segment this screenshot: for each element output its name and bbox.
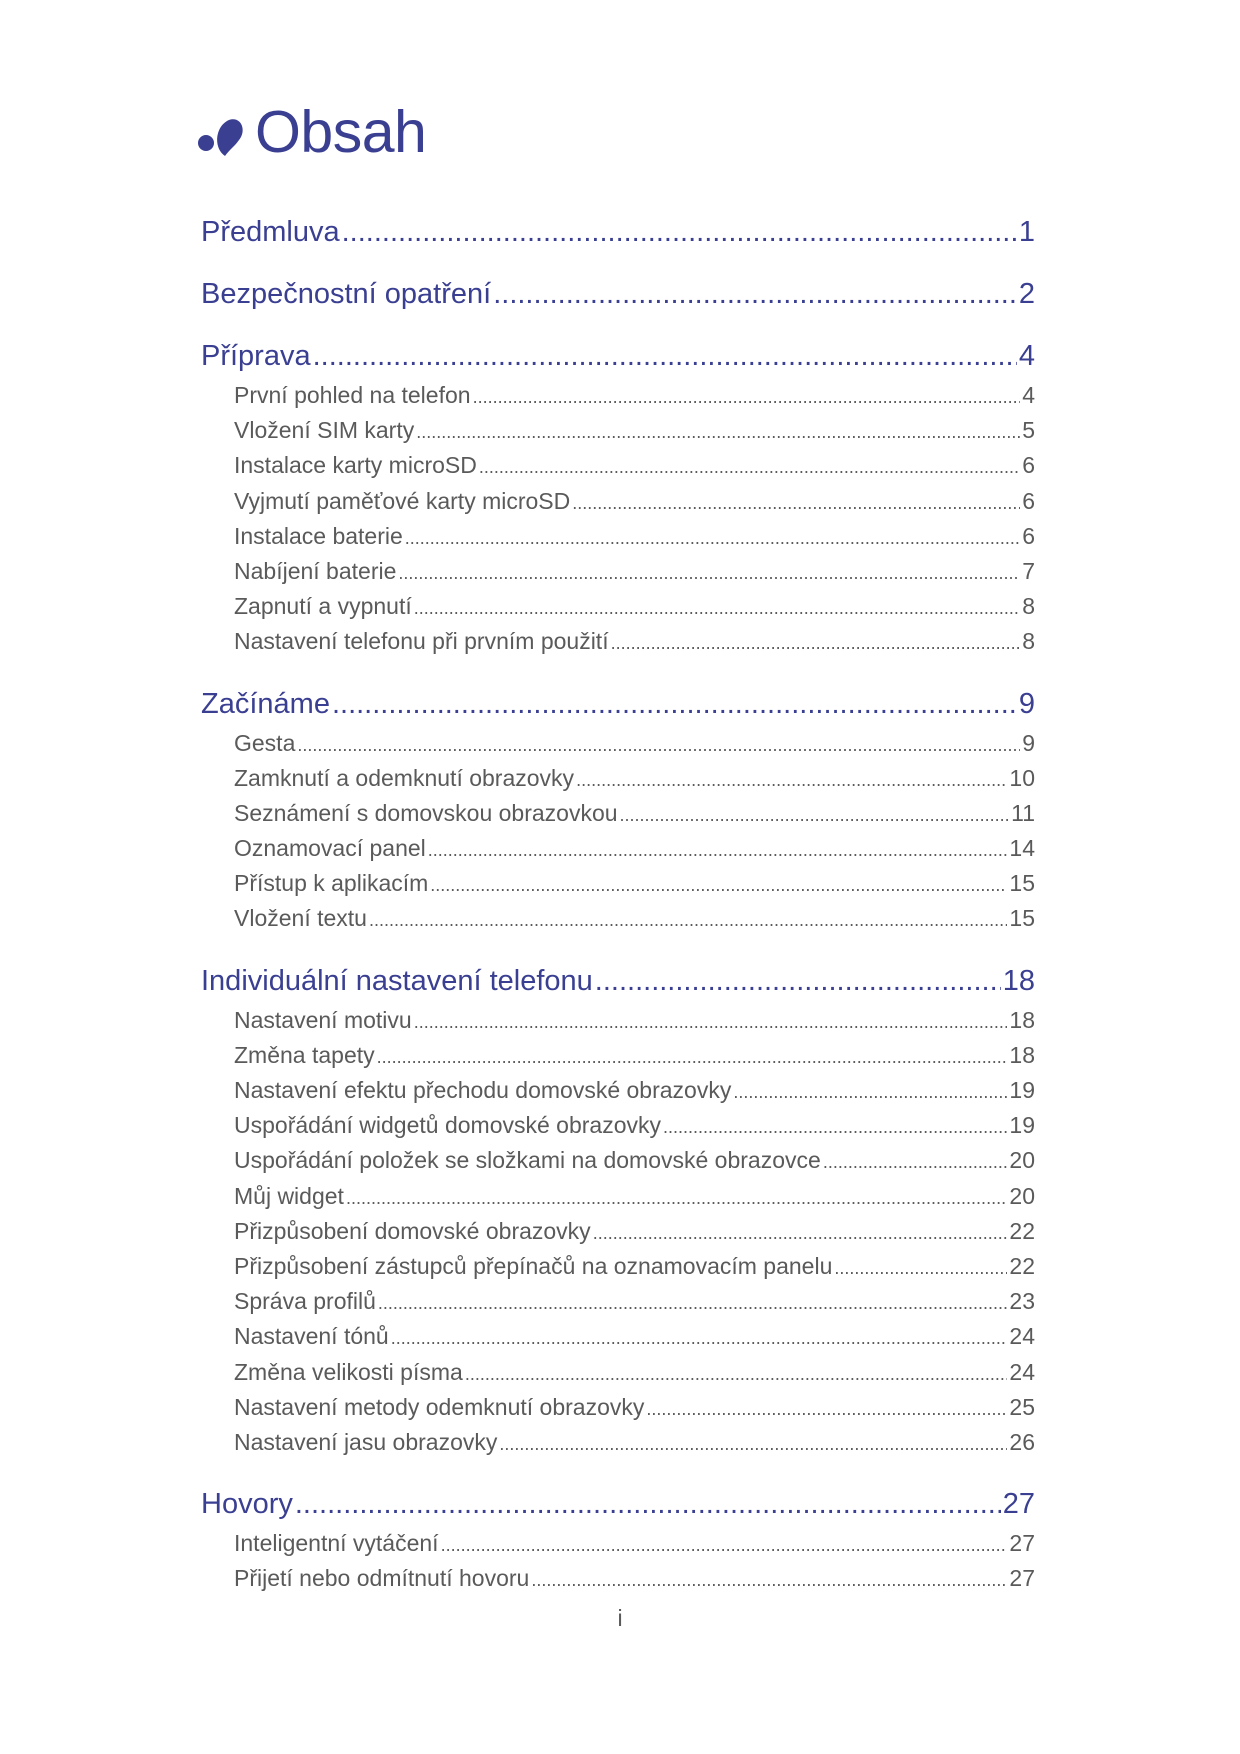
toc-entry-label: Přijetí nebo odmítnutí hovoru [234, 1565, 530, 1592]
toc-dot-leader [572, 484, 1020, 521]
toc-entry-page-number: 15 [1009, 870, 1035, 897]
toc-chapter-entry[interactable] [201, 338, 1035, 374]
toc-entry-label: Uspořádání položek se složkami na domovské obrazovce [234, 1147, 821, 1174]
toc-section-entry[interactable] [234, 1390, 1035, 1425]
toc-dot-leader [414, 1003, 1008, 1040]
toc-section-entry[interactable] [234, 554, 1035, 589]
toc-section-entry[interactable] [234, 624, 1035, 659]
toc-entry-label: Můj widget [234, 1182, 344, 1209]
toc-section-entry[interactable] [234, 866, 1035, 901]
toc-entry-page-number: 8 [1022, 628, 1035, 655]
toc-entry-label: Vložení SIM karty [234, 417, 415, 444]
toc-section-entry[interactable] [234, 589, 1035, 624]
toc-chapter-entry[interactable] [201, 214, 1035, 250]
toc-entry-label: Příprava [201, 340, 311, 372]
toc-section-entry[interactable] [234, 761, 1035, 796]
toc-section-entry[interactable] [234, 1319, 1035, 1354]
toc-entry-page-number: 9 [1022, 729, 1035, 756]
toc-dot-leader [377, 1038, 1008, 1075]
toc-entry-label: Instalace karty microSD [234, 452, 477, 479]
toc-entry-label: Nastavení motivu [234, 1006, 412, 1033]
toc-dot-leader [646, 1390, 1007, 1427]
toc-entry-page-number: 27 [1009, 1530, 1035, 1557]
toc-section-entry[interactable] [234, 901, 1035, 936]
page-title: Obsah [255, 99, 427, 165]
toc-entry-page-number: 22 [1009, 1252, 1035, 1279]
toc-chapter-entry[interactable] [201, 1486, 1035, 1522]
toc-dot-leader [499, 1425, 1007, 1462]
toc-entry-label: Zapnutí a vypnutí [234, 593, 412, 620]
toc-section-entry[interactable] [234, 1561, 1035, 1596]
toc-dot-leader [593, 1214, 1008, 1251]
toc-dot-leader [479, 448, 1020, 485]
toc-dot-leader [620, 796, 1010, 833]
toc-entry-label: Zamknutí a odemknutí obrazovky [234, 764, 575, 791]
toc-dot-leader [414, 589, 1020, 626]
toc-dot-leader [465, 1355, 1008, 1392]
toc-entry-page-number: 6 [1022, 452, 1035, 479]
toc-dot-leader [378, 1284, 1007, 1321]
toc-entry-label: Nastavení telefonu při prvním použití [234, 628, 609, 655]
toc-entry-label: Změna velikosti písma [234, 1358, 463, 1385]
toc-section-entry[interactable] [234, 484, 1035, 519]
toc-section-entry[interactable] [234, 448, 1035, 483]
toc-entry-page-number: 25 [1009, 1393, 1035, 1420]
toc-entry-label: Změna tapety [234, 1041, 375, 1068]
toc-entry-label: Nastavení jasu obrazovky [234, 1428, 498, 1455]
toc-dot-leader [428, 831, 1008, 868]
toc-dot-leader [663, 1108, 1007, 1145]
toc-dot-leader [295, 1486, 1001, 1522]
toc-section-entry[interactable] [234, 1003, 1035, 1038]
toc-entry-label: Nastavení efektu přechodu domovské obrazovky [234, 1077, 732, 1103]
toc-entry-page-number: 15 [1009, 905, 1035, 932]
toc-dot-leader [531, 1561, 1007, 1598]
toc-entry-page-number: 24 [1009, 1323, 1035, 1350]
toc-section-entry[interactable] [234, 1038, 1035, 1073]
toc-entry-label: Přizpůsobení domovské obrazovky [234, 1217, 591, 1244]
toc-chapter-entry[interactable] [201, 686, 1035, 722]
toc-entry-page-number: 6 [1022, 522, 1035, 549]
toc-section-entry[interactable] [234, 413, 1035, 448]
toc-dot-leader [441, 1526, 1008, 1563]
toc-entry-page-number: 8 [1022, 593, 1035, 620]
toc-section-entry[interactable] [234, 1249, 1035, 1284]
toc-section-entry[interactable] [234, 1143, 1035, 1178]
toc-entry-label: Vyjmutí paměťové karty microSD [234, 487, 571, 514]
toc-dot-leader [493, 276, 1017, 312]
toc-entry-page-number: 4 [1018, 340, 1035, 372]
toc-dot-leader [823, 1143, 1008, 1180]
toc-entry-label: Nastavení metody odemknutí obrazovky [234, 1393, 645, 1420]
toc-dot-leader [416, 413, 1020, 450]
toc-entry-page-number: 11 [1011, 799, 1035, 826]
toc-section-entry[interactable] [234, 378, 1035, 413]
toc-entry-page-number: 10 [1009, 764, 1035, 791]
toc-entry-label: Nastavení tónů [234, 1323, 389, 1350]
toc-dot-leader [332, 686, 1017, 722]
huawei-dots-logo-icon [195, 112, 245, 162]
toc-entry-label: Začínáme [201, 687, 330, 720]
toc-entry-label: Individuální nastavení telefonu [201, 964, 593, 997]
toc-dot-leader [576, 761, 1007, 798]
toc-dot-leader [369, 901, 1007, 938]
toc-section-entry[interactable] [234, 1073, 1035, 1108]
toc-entry-label: Instalace baterie [234, 522, 403, 549]
toc-entry-label: Bezpečnostní opatření [201, 278, 492, 310]
toc-dot-leader [346, 1179, 1007, 1216]
toc-entry-page-number: 5 [1022, 417, 1035, 444]
toc-section-entry[interactable] [234, 1214, 1035, 1249]
toc-entry-page-number: 27 [1002, 1488, 1035, 1521]
toc-section-entry[interactable] [234, 831, 1035, 866]
toc-entry-page-number: 26 [1009, 1428, 1035, 1455]
toc-dot-leader [398, 554, 1020, 591]
toc-entry-page-number: 20 [1009, 1182, 1035, 1209]
toc-section-entry[interactable] [234, 1179, 1035, 1214]
toc-dot-leader [405, 519, 1020, 556]
toc-entry-label: Přístup k aplikacím [234, 870, 429, 897]
toc-entry-label: Oznamovací panel [234, 835, 426, 862]
toc-entry-page-number: 9 [1018, 687, 1035, 720]
toc-entry-page-number: 6 [1022, 487, 1035, 514]
toc-entry-page-number: 19 [1009, 1077, 1035, 1103]
toc-entry-label: Inteligentní vytáčení [234, 1530, 439, 1557]
toc-entry-page-number: 24 [1009, 1358, 1035, 1385]
toc-entry-page-number: 20 [1009, 1147, 1035, 1174]
toc-entry-page-number: 18 [1009, 1006, 1035, 1033]
toc-dot-leader [473, 378, 1021, 415]
toc-entry-page-number: 22 [1009, 1217, 1035, 1244]
page-footer-number: i [617, 1605, 623, 1631]
table-of-contents [201, 214, 1035, 1596]
toc-entry-page-number: 2 [1018, 278, 1035, 310]
toc-entry-page-number: 27 [1009, 1565, 1035, 1592]
toc-entry-page-number: 19 [1009, 1112, 1035, 1139]
toc-section-entry[interactable] [234, 1425, 1035, 1460]
title-block [195, 99, 427, 165]
toc-dot-leader [430, 866, 1007, 903]
toc-section-entry[interactable] [234, 1284, 1035, 1319]
toc-entry-label: Přizpůsobení zástupců přepínačů na oznamovacím panelu [234, 1252, 833, 1279]
toc-section-entry[interactable] [234, 726, 1035, 761]
toc-dot-leader [313, 338, 1017, 374]
toc-dot-leader [611, 624, 1021, 661]
toc-section-entry[interactable] [234, 796, 1035, 831]
toc-entry-label: První pohled na telefon [234, 382, 471, 408]
toc-chapter-entry[interactable] [201, 276, 1035, 312]
toc-entry-page-number: 18 [1002, 964, 1035, 997]
toc-entry-label: Správa profilů [234, 1288, 376, 1315]
toc-entry-page-number: 7 [1022, 557, 1035, 584]
toc-section-entry[interactable] [234, 1108, 1035, 1143]
toc-entry-label: Vložení textu [234, 905, 367, 932]
toc-entry-label: Seznámení s domovskou obrazovkou [234, 799, 618, 826]
toc-entry-page-number: 1 [1018, 216, 1035, 248]
toc-dot-leader [297, 726, 1020, 763]
toc-dot-leader [595, 963, 1001, 999]
toc-entry-label: Předmluva [201, 216, 340, 248]
toc-chapter-entry[interactable] [201, 963, 1035, 999]
toc-entry-label: Uspořádání widgetů domovské obrazovky [234, 1112, 662, 1139]
toc-section-entry[interactable] [234, 1526, 1035, 1561]
toc-entry-page-number: 14 [1009, 835, 1035, 862]
toc-dot-leader [834, 1249, 1007, 1286]
toc-dot-leader [391, 1319, 1008, 1356]
toc-section-entry[interactable] [234, 519, 1035, 554]
toc-entry-page-number: 4 [1022, 382, 1035, 408]
toc-entry-label: Hovory [201, 1488, 293, 1521]
toc-dot-leader [733, 1073, 1007, 1110]
toc-section-entry[interactable] [234, 1355, 1035, 1390]
toc-dot-leader [342, 214, 1017, 250]
toc-entry-page-number: 23 [1009, 1288, 1035, 1315]
toc-entry-page-number: 18 [1009, 1041, 1035, 1068]
toc-entry-label: Nabíjení baterie [234, 557, 397, 584]
toc-entry-label: Gesta [234, 729, 296, 756]
